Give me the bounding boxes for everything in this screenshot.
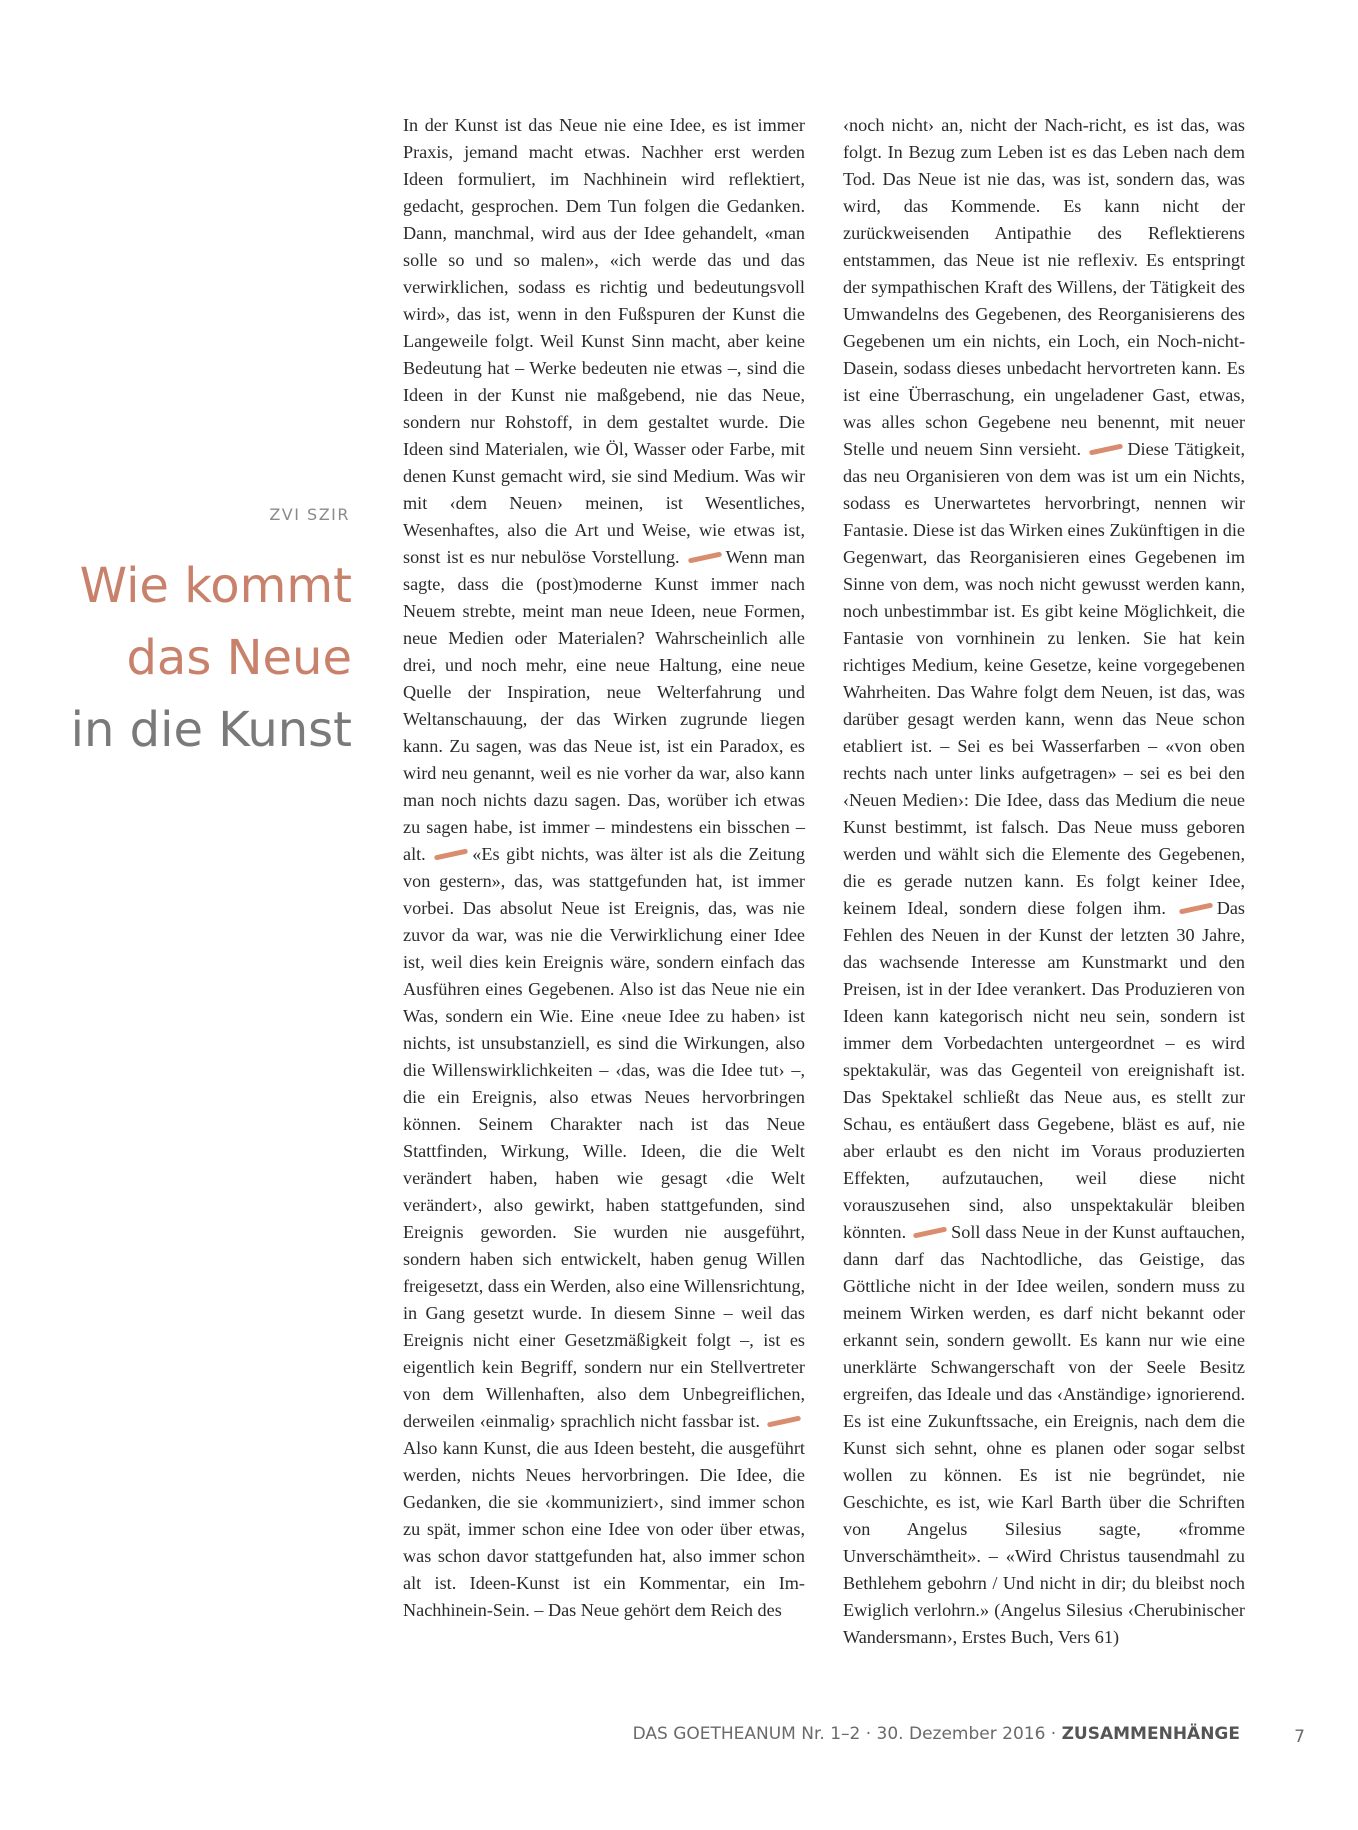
page-number: 7 <box>1294 1727 1305 1747</box>
paragraph-text: «Es gibt nichts, was älter ist als die Zeitung von gestern», das, was stattgefunden hat, ist immer vorbei. Das absolut Neue ist Ereignis, das, was nie zuvor da war, was nie die Verwirklichung einer Idee ist, weil dies kein Ereignis wäre, sondern einfach das Ausführen eines Gegebenen. Also ist das Neue nie ein Was, sondern ein Wie. Eine ‹neue Idee zu haben› ist nichts, ist unsubstanziell, es sind die Wirkungen, also die Willenswirklichkeiten – ‹das, was die Idee tut› –, die ein Ereignis, also etwas Neues hervorbringen können. Seinem Charakter nach ist das Neue Stattfinden, Wirkung, Wille. Ideen, die die Welt verändert haben, haben wie gesagt ‹die Welt verändert›, also gewirkt, haben stattgefunden, sind Ereignis geworden. Sie wurden nie ausgeführt, sondern haben sich entwickelt, haben genug Willen freigesetzt, dass ein Werden, also eine Willensrichtung, in Gang gesetzt wurde. In diesem Sinne – weil das Ereignis nicht einer Gesetzmäßigkeit folgt –, ist es eigentlich kein Begriff, sondern nur ein Stellvertreter von dem Willenhaften, also dem Unbegreiflichen, derweilen ‹einmalig› sprachlich nicht fassbar ist. <box>403 844 805 1431</box>
title-line-1: Wie kommt <box>79 558 352 614</box>
paragraph-text: Diese Tätigkeit, das neu Organisieren von dem was ist um ein Nichts, sodass es Unerwartetes hervorbringt, nennen wir Fantasie. Diese ist das Wirken eines Zukünftigen in die Gegenwart, das Reorganisieren eines Gegebenen im Sinne von dem, was noch nicht gewusst werden kann, noch unbestimmbar ist. Es gibt keine Möglichkeit, die Fantasie von vornhinein zu lenken. Sie hat kein richtiges Medium, keine Gesetze, keine vorgegebenen Wahrheiten. Das Wahre folgt dem Neuen, ist das, was darüber gesagt werden kann, wenn das Neue schon etabliert ist. – Sei es bei Wasserfarben – «von oben rechts nach unter links aufgetragen» – sei es bei den ‹Neuen Medien›: Die Idee, dass das Medium die neue Kunst bestimmt, ist falsch. Das Neue muss geboren werden und wählt sich die Elemente des Gegebenen, die es gerade nutzen kann. Es folgt keiner Idee, keinem Ideal, sondern diese folgen ihm. <box>843 439 1245 918</box>
paragraph-text: Das Fehlen des Neuen in der Kunst der letzten 30 Jahre, das wachsende Interesse am Kunstmarkt und den Preisen, ist in der Idee verankert. Das Produzieren von Ideen kann kategorisch nicht neu sein, sondern ist immer dem Vorbedachten untergeordnet – es wird spektakulär, was das Gegenteil von ereignishaft ist. Das Spektakel schließt das Neue aus, es stellt zur Schau, es entäußert dass Gegebene, bläst es auf, nie aber erlaubt es den nicht im Voraus produzierten Effekten, aufzutauchen, weil diese nicht vorauszusehen sind, also unspektakulär bleiben könnten. <box>843 898 1246 1242</box>
title-line-2: das Neue <box>126 630 352 686</box>
footer-publication: DAS GOETHEANUM Nr. 1–2 · 30. Dezember 2016 · <box>632 1724 1062 1744</box>
paragraph-text: ‹noch nicht› an, nicht der Nach-richt, es ist das, was folgt. In Bezug zum Leben ist es das Leben nach dem Tod. Das Neue ist nie das, was ist, sondern das, was wird, das Kommende. Es kann nicht der zurückweisenden Antipathie des Reflektierens entstammen, das Neue ist nie reflexiv. Es entspringt der sympathischen Kraft des Willens, der Tätigkeit des Umwandelns des Gegebenen, des Reorganisierens des Gegebenen um ein nichts, ein Loch, ein Noch-nicht-Dasein, sodass dieses unbedacht hervortreten kann. Es ist eine Überraschung, ein ungeladener Gast, etwas, was alles schon Gegebene neu benennt, mit neuer Stelle und neuem Sinn versieht. <box>843 115 1245 459</box>
text-column-1 <box>403 112 805 1624</box>
paragraph-text: In der Kunst ist das Neue nie eine Idee, es ist immer Praxis, jemand macht etwas. Nachher erst werden Ideen formuliert, im Nachhinein wird reflektiert, gedacht, gesprochen. Dem Tun folgen die Gedanken. Dann, manchmal, wird aus der Idee gehandelt, «man solle so und so malen», «ich werde das und das verwirklichen, sodass es richtig und bedeutungsvoll wird», das ist, wenn in den Fußspuren der Kunst die Langeweile folgt. Weil Kunst Sinn macht, aber keine Bedeutung hat – Werke bedeuten nie etwas –, sind die Ideen in der Kunst nie maßgebend, nie das Neue, sondern nur Rohstoff, in dem gestaltet wurde. Die Ideen sind Materialen, wie Öl, Wasser oder Farbe, mit denen Kunst gemacht wird, sie sind Medium. Was wir mit ‹dem Neuen› meinen, ist Wesentliches, Wesenhaftes, also die Art und Weise, wie etwas ist, sonst ist es nur nebulöse Vorstellung. <box>403 115 805 567</box>
section-marker-icon <box>688 551 722 563</box>
title-line-3: in die Kunst <box>70 702 352 758</box>
section-marker-icon <box>1179 902 1213 914</box>
paragraph-text: Soll dass Neue in der Kunst auftauchen, dann darf das Nachtodliche, das Geistige, das Göttliche nicht in der Idee weilen, sondern muss zu meinem Wirken werden, es darf nicht bekannt oder erkannt sein, sondern gewollt. Es kann nur wie eine unerklärte Schwangerschaft von der Seele Besitz ergreifen, das Ideale und das ‹Anständige› ignorierend. Es ist eine Zukunftssache, ein Ereignis, nach dem die Kunst sich sehnt, ohne es planen oder sogar selbst wollen zu können. Es ist nie begründet, nie Geschichte, es ist, wie Karl Barth über die Schriften von Angelus Silesius sagte, «fromme Unverschämtheit». – «Wird Christus tausendmahl zu Bethlehem gebohrn / Und nicht in dir; du bleibst noch Ewiglich verlohrn.» (Angelus Silesius ‹Cherubinischer Wandersmann›, Erstes Buch, Vers 61) <box>843 1222 1246 1647</box>
section-marker-icon <box>767 1415 801 1427</box>
section-marker-icon <box>1089 443 1123 455</box>
paragraph <box>843 112 1245 1651</box>
text-column-2 <box>843 112 1245 1651</box>
section-marker-icon <box>434 848 468 860</box>
paragraph <box>403 112 805 1624</box>
footer-section: ZUSAMMENHÄNGE <box>1061 1724 1240 1744</box>
paragraph-text: Also kann Kunst, die aus Ideen besteht, die ausgeführt werden, nichts Neues hervorbringen. Die Idee, die Gedanken, die sie ‹kommuniziert›, sind immer schon zu spät, immer schon eine Idee von oder über etwas, was schon davor stattgefunden hat, also immer schon alt ist. Ideen-Kunst ist ein Kommentar, ein Im-Nachhinein-Sein. – Das Neue gehört dem Reich des <box>403 1438 805 1620</box>
author-name: ZVI SZIR <box>269 505 350 524</box>
paragraph-text: Wenn man sagte, dass die (post)moderne Kunst immer nach Neuem strebte, meint man neue Ideen, neue Formen, neue Medien oder Materialen? Wahrscheinlich alle drei, und noch mehr, eine neue Haltung, eine neue Quelle der Inspiration, neue Welterfahrung und Weltanschauung, der das Wirken zugrunde liegen kann. Zu sagen, was das Neue ist, ist ein Paradox, es wird neu genannt, weil es nie vorher da war, also kann man noch nichts dazu sagen. Das, worüber ich etwas zu sagen habe, ist immer – mindestens ein bisschen – alt. <box>403 547 805 864</box>
section-marker-icon <box>913 1226 947 1238</box>
page-footer <box>560 1724 1240 1744</box>
article-title <box>40 550 352 766</box>
